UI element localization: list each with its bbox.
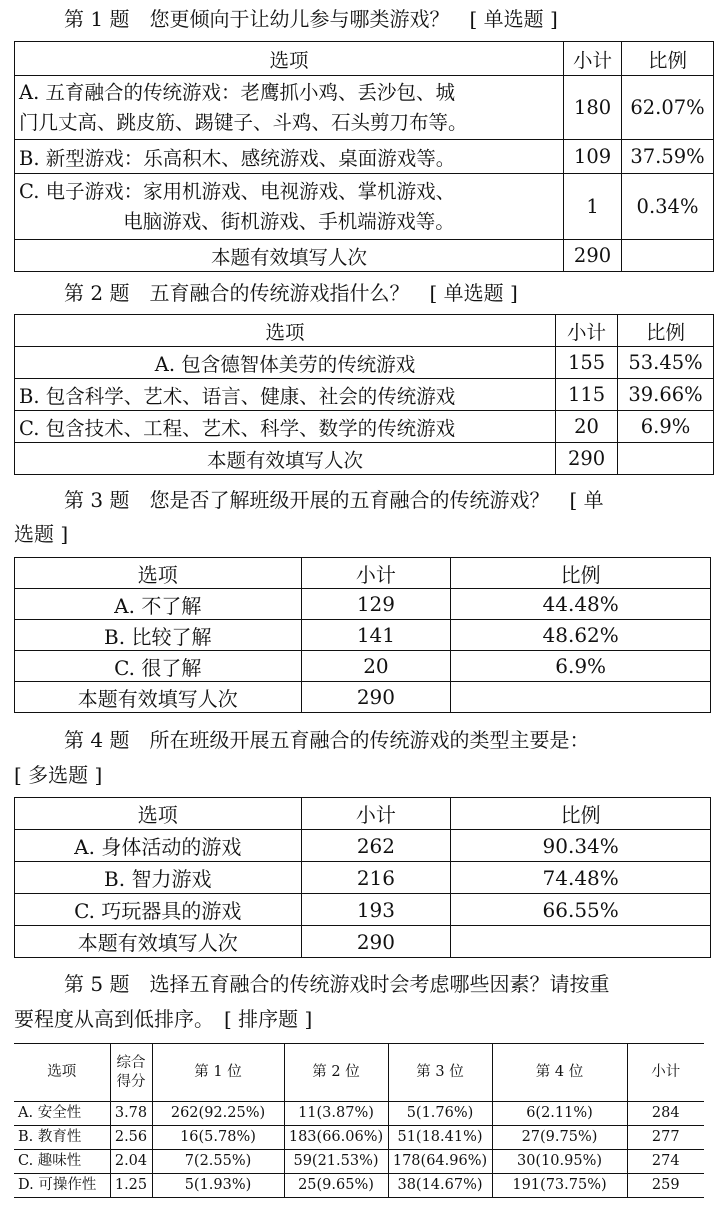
option-label-line: C. 电子游戏：家用机游戏、电视游戏、掌机游戏、 (19, 179, 456, 203)
q2-table (14, 314, 714, 475)
count-cell: 262 (301, 830, 451, 862)
option-cell: C. 很了解 (15, 651, 302, 682)
q5-title-line1: 第 5 题 选择五育融合的传统游戏时会考虑哪些因素？请按重 (64, 972, 610, 996)
header-count: 小计 (301, 558, 451, 589)
table-row (15, 76, 714, 140)
rank4-cell: 191(73.75%) (492, 1174, 627, 1198)
score-cell: 3.78 (110, 1102, 152, 1126)
table-total-row (15, 240, 714, 272)
rank4-cell: 6(2.11%) (492, 1102, 627, 1126)
total-ratio-empty (622, 240, 714, 272)
total-count: 290 (301, 926, 451, 958)
total-label: 本题有效填写人次 (15, 926, 302, 958)
table-row (15, 411, 714, 443)
rank3-cell: 51(18.41%) (388, 1126, 492, 1150)
option-cell: B. 包含科学、艺术、语言、健康、社会的传统游戏 (15, 379, 556, 411)
header-score (110, 1044, 152, 1102)
header-count: 小计 (556, 315, 618, 347)
q3-table (14, 557, 711, 713)
q4-title-line1: 第 4 题 所在班级开展五育融合的传统游戏的类型主要是： (64, 728, 590, 752)
table-row (15, 620, 711, 651)
table-header-row (15, 558, 711, 589)
rank3-cell: 178(64.96%) (388, 1150, 492, 1174)
ratio-cell: 48.62% (451, 620, 711, 651)
count-cell: 193 (301, 894, 451, 926)
option-label-line: 门几丈高、跳皮筋、踢键子、斗鸡、石头剪刀布等。 (19, 110, 468, 134)
header-ratio: 比例 (451, 558, 711, 589)
ratio-cell: 6.9% (451, 651, 711, 682)
total-label: 本题有效填写人次 (15, 682, 302, 713)
q5-title-line2: 要程度从高到低排序。 [ 排序题 ] (14, 1007, 313, 1031)
header-score-line: 综合 (116, 1054, 146, 1071)
option-cell: B. 教育性 (14, 1126, 110, 1150)
option-cell: C. 包含技术、工程、艺术、科学、数学的传统游戏 (15, 411, 556, 443)
table-row (15, 862, 711, 894)
count-cell: 109 (564, 140, 622, 174)
total-label: 本题有效填写人次 (15, 443, 556, 475)
table-total-row (15, 926, 711, 958)
option-cell: D. 可操作性 (14, 1174, 110, 1198)
score-cell: 2.04 (110, 1150, 152, 1174)
q3-title-line1: 第 3 题 您是否了解班级开展的五育融合的传统游戏？ [ 单 (64, 488, 604, 512)
q4-table (14, 797, 711, 958)
score-cell: 1.25 (110, 1174, 152, 1198)
table-row (14, 1126, 704, 1150)
ratio-cell: 0.34% (622, 174, 714, 240)
header-ratio: 比例 (618, 315, 714, 347)
rank1-cell: 7(2.55%) (152, 1150, 284, 1174)
header-rank4: 第 4 位 (492, 1044, 627, 1102)
header-option: 选项 (15, 558, 302, 589)
option-cell: B. 智力游戏 (15, 862, 302, 894)
rank1-cell: 262(92.25%) (152, 1102, 284, 1126)
table-total-row (15, 682, 711, 713)
table-header-row (15, 798, 711, 830)
ratio-cell: 62.07% (622, 76, 714, 140)
header-ratio: 比例 (622, 42, 714, 76)
total-cell: 277 (627, 1126, 704, 1150)
total-count: 290 (556, 443, 618, 475)
option-cell: A. 安全性 (14, 1102, 110, 1126)
header-option: 选项 (15, 42, 564, 76)
rank4-cell: 30(10.95%) (492, 1150, 627, 1174)
header-count: 小计 (564, 42, 622, 76)
table-header-row (15, 42, 714, 76)
option-label-line: A. 五育融合的传统游戏：老鹰抓小鸡、丢沙包、城 (19, 80, 455, 104)
table-row (15, 589, 711, 620)
rank2-cell: 25(9.65%) (284, 1174, 388, 1198)
header-total: 小计 (627, 1044, 704, 1102)
count-cell: 141 (301, 620, 451, 651)
q1-table (14, 41, 714, 272)
rank2-cell: 11(3.87%) (284, 1102, 388, 1126)
header-score-line: 得分 (116, 1073, 146, 1090)
ratio-cell: 6.9% (618, 411, 714, 443)
count-cell: 216 (301, 862, 451, 894)
option-cell: C. 趣味性 (14, 1150, 110, 1174)
table-header-row (14, 1044, 704, 1102)
ratio-cell: 74.48% (451, 862, 711, 894)
total-ratio-empty (451, 926, 711, 958)
table-row (14, 1174, 704, 1198)
q5-table (14, 1043, 704, 1198)
total-count: 290 (301, 682, 451, 713)
option-cell: A. 包含德智体美劳的传统游戏 (15, 347, 556, 379)
option-cell: B. 比较了解 (15, 620, 302, 651)
table-row (14, 1102, 704, 1126)
table-row (15, 347, 714, 379)
header-option: 选项 (14, 1044, 110, 1102)
q3-title-line2: 选题 ] (14, 522, 69, 546)
total-cell: 259 (627, 1174, 704, 1198)
header-option: 选项 (15, 798, 302, 830)
table-row (14, 1150, 704, 1174)
ratio-cell: 44.48% (451, 589, 711, 620)
total-ratio-empty (618, 443, 714, 475)
count-cell: 180 (564, 76, 622, 140)
option-cell: A. 身体活动的游戏 (15, 830, 302, 862)
rank4-cell: 27(9.75%) (492, 1126, 627, 1150)
option-cell (15, 76, 564, 140)
ratio-cell: 90.34% (451, 830, 711, 862)
rank2-cell: 183(66.06%) (284, 1126, 388, 1150)
ratio-cell: 37.59% (622, 140, 714, 174)
table-row (15, 140, 714, 174)
q4-title-line2: [ 多选题 ] (14, 763, 103, 787)
header-rank2: 第 2 位 (284, 1044, 388, 1102)
total-label: 本题有效填写人次 (15, 240, 564, 272)
total-cell: 274 (627, 1150, 704, 1174)
count-cell: 115 (556, 379, 618, 411)
ratio-cell: 66.55% (451, 894, 711, 926)
header-rank3: 第 3 位 (388, 1044, 492, 1102)
option-cell: B. 新型游戏：乐高积木、感统游戏、桌面游戏等。 (15, 140, 564, 174)
q1-title: 第 1 题 您更倾向于让幼儿参与哪类游戏？ [ 单选题 ] (64, 7, 558, 31)
table-row (15, 894, 711, 926)
option-cell (15, 174, 564, 240)
table-row (15, 651, 711, 682)
header-count: 小计 (301, 798, 451, 830)
q2-title: 第 2 题 五育融合的传统游戏指什么？ [ 单选题 ] (64, 281, 518, 305)
table-row (15, 379, 714, 411)
header-ratio: 比例 (451, 798, 711, 830)
table-total-row (15, 443, 714, 475)
score-cell: 2.56 (110, 1126, 152, 1150)
rank1-cell: 5(1.93%) (152, 1174, 284, 1198)
rank1-cell: 16(5.78%) (152, 1126, 284, 1150)
ratio-cell: 53.45% (618, 347, 714, 379)
count-cell: 20 (556, 411, 618, 443)
count-cell: 129 (301, 589, 451, 620)
table-header-row (15, 315, 714, 347)
rank3-cell: 5(1.76%) (388, 1102, 492, 1126)
header-option: 选项 (15, 315, 556, 347)
count-cell: 155 (556, 347, 618, 379)
total-cell: 284 (627, 1102, 704, 1126)
total-count: 290 (564, 240, 622, 272)
table-row (15, 830, 711, 862)
rank2-cell: 59(21.53%) (284, 1150, 388, 1174)
option-label-line: 电脑游戏、街机游戏、手机端游戏等。 (123, 209, 455, 233)
rank3-cell: 38(14.67%) (388, 1174, 492, 1198)
table-row (15, 174, 714, 240)
count-cell: 1 (564, 174, 622, 240)
option-cell: A. 不了解 (15, 589, 302, 620)
option-cell: C. 巧玩器具的游戏 (15, 894, 302, 926)
count-cell: 20 (301, 651, 451, 682)
total-ratio-empty (451, 682, 711, 713)
header-rank1: 第 1 位 (152, 1044, 284, 1102)
ratio-cell: 39.66% (618, 379, 714, 411)
